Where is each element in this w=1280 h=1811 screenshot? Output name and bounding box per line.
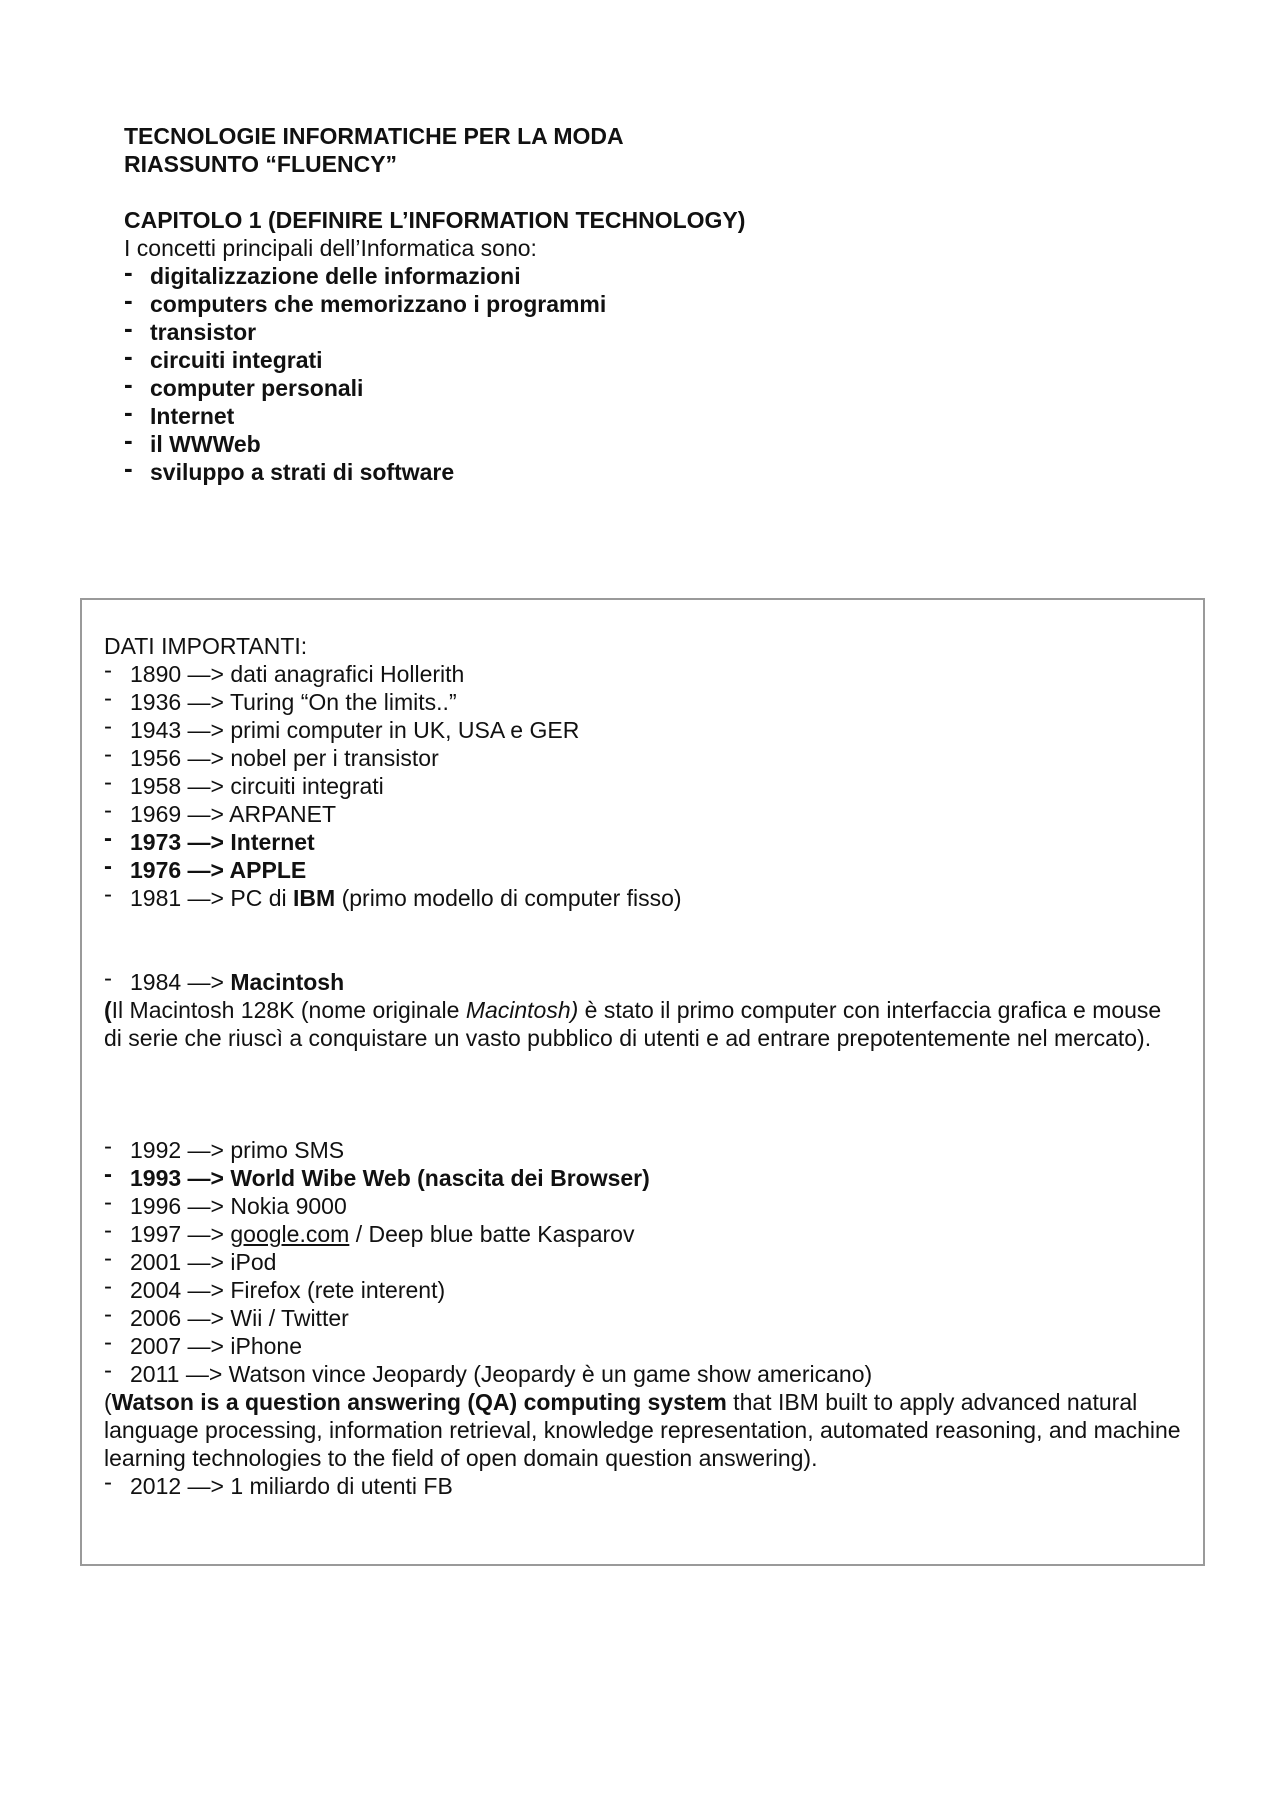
chapter-heading: CAPITOLO 1 (DEFINIRE L’INFORMATION TECHNOLOGY) — [124, 207, 746, 233]
list-item: - digitalizzazione delle informazioni — [124, 262, 745, 290]
note-bold: Watson is a question answering (QA) computing system — [111, 1389, 727, 1415]
timeline-item: - 1890 —> dati anagrafici Hollerith — [104, 660, 1184, 688]
timeline-item-1984 — [104, 968, 1184, 996]
note-text: Il Macintosh 128K (nome originale — [111, 997, 466, 1023]
chapter-section — [124, 206, 745, 486]
list-item: - Internet — [124, 402, 745, 430]
timeline-item: - 1993 —> World Wibe Web (nascita dei Browser) — [104, 1164, 1184, 1192]
list-item: - computers che memorizzano i programmi — [124, 290, 745, 318]
timeline-item: - 1973 —> Internet — [104, 828, 1184, 856]
document-title: TECNOLOGIE INFORMATICHE PER LA MODA — [124, 123, 624, 149]
chapter-intro: I concetti principali dell’Informatica sono: — [124, 235, 537, 261]
note-italic: Macintosh) — [465, 997, 579, 1023]
list-item: - il WWWeb — [124, 430, 745, 458]
timeline-item: - 2012 —> 1 miliardo di utenti FB — [104, 1472, 1184, 1500]
event-highlight: Macintosh — [230, 969, 345, 995]
google-link[interactable]: google.com — [230, 1221, 350, 1247]
event-text: 1997 —> — [130, 1221, 231, 1247]
event-highlight: IBM — [293, 885, 336, 911]
list-item: - circuiti integrati — [124, 346, 745, 374]
dates-heading: DATI IMPORTANTI: — [104, 633, 308, 659]
important-dates-box — [80, 598, 1205, 1566]
watson-note — [104, 1388, 1184, 1472]
timeline-item: - 2011 —> Watson vince Jeopardy (Jeopardy è un game show americano) — [104, 1360, 1184, 1388]
timeline-item-1997 — [104, 1220, 1184, 1248]
list-item: - computer personali — [124, 374, 745, 402]
timeline-item: - 1996 —> Nokia 9000 — [104, 1192, 1184, 1220]
timeline-item: - 2007 —> iPhone — [104, 1332, 1184, 1360]
timeline-item: - 1936 —> Turing “On the limits..” — [104, 688, 1184, 716]
concept-list — [124, 262, 745, 486]
timeline-item: - 1976 —> APPLE — [104, 856, 1184, 884]
timeline-item: - 2001 —> iPod — [104, 1248, 1184, 1276]
list-item: - sviluppo a strati di software — [124, 458, 745, 486]
timeline-item: - 2006 —> Wii / Twitter — [104, 1304, 1184, 1332]
document-header — [124, 122, 624, 178]
paren: ( — [104, 1389, 112, 1415]
event-text: 1984 —> — [130, 969, 231, 995]
macintosh-note — [104, 996, 1184, 1052]
timeline-item: - 1969 —> ARPANET — [104, 800, 1184, 828]
event-text: (primo modello di computer fisso) — [335, 885, 682, 911]
document-subtitle: RIASSUNTO “FLUENCY” — [124, 151, 398, 177]
list-item: - transistor — [124, 318, 745, 346]
timeline-item: - 1992 —> primo SMS — [104, 1136, 1184, 1164]
event-text: / Deep blue batte Kasparov — [349, 1221, 635, 1247]
event-text: 1981 —> PC di — [130, 885, 294, 911]
note-text: è stato il primo computer con interfaccia grafica e mouse di serie che riuscì a conquistare un vasto pubblico di utenti e ad entrare prepotentemente nel mercato). — [104, 997, 1162, 1051]
paren: ( — [104, 997, 112, 1023]
timeline-item: - 1956 —> nobel per i transistor — [104, 744, 1184, 772]
note-text: that IBM built to apply advanced natural language processing, information retrieval, knowledge representation, automated reasoning, and machine learning technologies to the field of open domain question answering). — [104, 1389, 1181, 1471]
timeline-item: - 1958 —> circuiti integrati — [104, 772, 1184, 800]
timeline-item-1981 — [104, 884, 1184, 912]
timeline-item: - 2004 —> Firefox (rete interent) — [104, 1276, 1184, 1304]
timeline-item: - 1943 —> primi computer in UK, USA e GER — [104, 716, 1184, 744]
